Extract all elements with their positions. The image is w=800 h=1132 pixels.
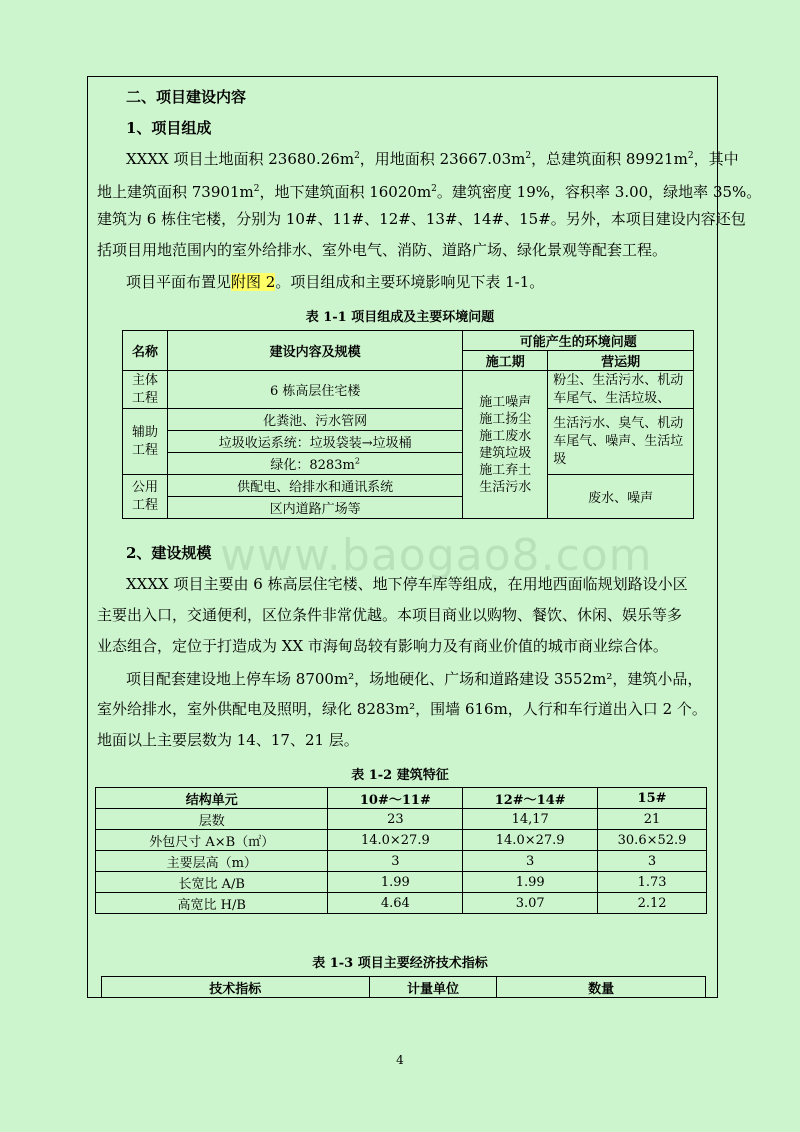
table1-caption: 表 1-1 项目组成及主要环境问题 <box>305 310 495 325</box>
t1-pub2: 区内道路广场等 <box>167 497 462 519</box>
t1-header-content: 建设内容及规模 <box>167 331 462 371</box>
subsection-title-2: 2、建设规模 <box>126 544 212 562</box>
t3-header-indicator: 技术指标 <box>102 977 370 998</box>
table-row: 外包尺寸 A×B（㎡） 14.0×27.9 14.0×27.9 30.6×52.9 <box>96 830 707 851</box>
table2 <box>95 787 707 914</box>
t2-header-unit: 结构单元 <box>96 788 328 809</box>
page-number: 4 <box>396 1053 404 1067</box>
t1-ops1: 粉尘、生活污水、机动车尾气、生活垃圾、 <box>548 371 694 409</box>
t1-pub1: 供配电、给排水和通讯系统 <box>167 475 462 497</box>
t1-ops2: 生活污水、臭气、机动车尾气、噪声、生活垃圾 <box>548 409 694 475</box>
para3-line3: 业态组合，定位于打造成为 XX 市海甸岛较有影响力及有商业价值的城市商业综合体。 <box>97 637 668 655</box>
t2-header-10-11: 10#～11# <box>328 788 463 809</box>
para4-line3: 地面以上主要层数为 14、17、21 层。 <box>97 731 359 749</box>
watermark: www.baogao8.com <box>220 530 653 581</box>
para3-line2: 主要出入口，交通便利，区位条件非常优越。本项目商业以购物、餐饮、休闲、娱乐等多 <box>97 606 683 624</box>
t1-aux-name: 辅助 工程 <box>123 409 168 475</box>
table-row: 主要层高（m） 3 3 3 <box>96 851 707 872</box>
table-row: 层数 23 14,17 21 <box>96 809 707 830</box>
para3-line1: XXXX 项目主要由 6 栋高层住宅楼、地下停车库等组成，在用地西面临规划路设小区 <box>126 575 688 593</box>
t1-header-env: 可能产生的环境问题 <box>463 331 694 351</box>
t1-build-issues: 施工噪声 施工扬尘 施工废水 建筑垃圾 施工弃土 生活污水 <box>463 371 548 519</box>
para4-line2: 室外给排水，室外供配电及照明，绿化 8283m²，围墙 616m，人行和车行道出入口 2 个。 <box>97 700 707 718</box>
t1-header-ops: 营运期 <box>548 351 694 371</box>
t1-pub-name: 公用 工程 <box>123 475 168 519</box>
t1-ops3: 废水、噪声 <box>548 475 694 519</box>
t1-aux1: 化粪池、污水管网 <box>167 409 462 431</box>
t1-header-name: 名称 <box>123 331 168 371</box>
table2-caption: 表 1-2 建筑特征 <box>351 768 449 783</box>
para1-line3: 建筑为 6 栋住宅楼，分别为 10#、11#、12#、13#、14#、15#。另外，本项目建设内容还包 <box>97 210 746 228</box>
table-row: 长宽比 A/B 1.99 1.99 1.73 <box>96 872 707 893</box>
t2-header-15: 15# <box>598 788 707 809</box>
t1-header-build: 施工期 <box>463 351 548 371</box>
para2: 项目平面布置见附图 2。项目组成和主要环境影响见下表 1-1。 <box>126 273 545 291</box>
highlighted-reference: 附图 2 <box>231 273 276 291</box>
table1 <box>122 330 694 519</box>
table-row: 高宽比 H/B 4.64 3.07 2.12 <box>96 893 707 914</box>
section-title: 二、项目建设内容 <box>126 88 247 106</box>
t3-header-unit: 计量单位 <box>369 977 497 998</box>
para1-line1: XXXX 项目土地面积 $23680.26m^2$，用地面积 $23667.03m^2$，总建筑面积 $89921m^2$，其中 <box>126 150 739 168</box>
t1-main-content: 6 栋高层住宅楼 <box>167 371 462 409</box>
t3-header-quantity: 数量 <box>497 977 706 998</box>
table3-caption: 表 1-3 项目主要经济技术指标 <box>312 956 488 971</box>
table3 <box>101 976 706 998</box>
subsection-title-1: 1、项目组成 <box>126 119 212 137</box>
t2-header-12-14: 12#～14# <box>463 788 598 809</box>
para1-line4: 括项目用地范围内的室外给排水、室外电气、消防、道路广场、绿化景观等配套工程。 <box>97 241 668 259</box>
t1-aux2: 垃圾收运系统：垃圾袋装→垃圾桶 <box>167 431 462 453</box>
para4-line1: 项目配套建设地上停车场 8700m²，场地硬化、广场和道路建设 3552m²，建筑小品， <box>126 670 703 688</box>
para1-line2: 地上建筑面积 $73901m^2$，地下建筑面积 $16020m^2$。建筑密度 19%，容积率 3.00，绿地率 35%。 <box>97 183 762 201</box>
t1-main-name: 主体 工程 <box>123 371 168 409</box>
t1-aux3: 绿化：$8283m^2$ <box>167 453 462 475</box>
